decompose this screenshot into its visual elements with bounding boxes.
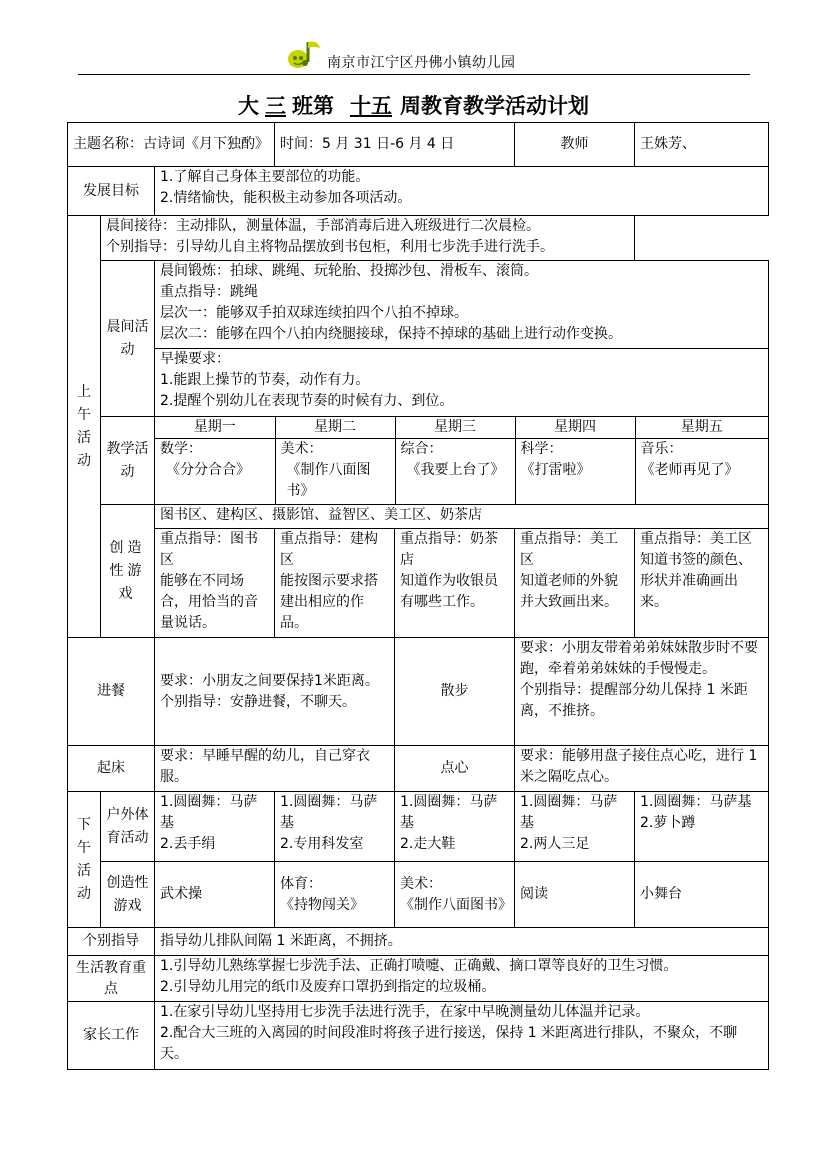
goals-label: 发展目标 (68, 167, 155, 216)
life-label: 生活教育重点 (68, 956, 155, 1002)
teacher-value: 王姝芳、 (635, 123, 769, 167)
outdoor-thu: 1.圆圈舞：马萨基 2.两人三足 (515, 792, 635, 862)
snack-label: 点心 (395, 746, 515, 792)
wake-label: 起床 (68, 746, 155, 792)
outdoor-tue: 1.圆圈舞：马萨基 2.专用科发室 (275, 792, 395, 862)
theme-cell: 主题名称：古诗词《月下独酌》 (68, 123, 275, 167)
creative-tue: 重点指导：建构区 能按图示要求搭建出相应的作品。 (275, 529, 395, 638)
life-content: 1.引导幼儿熟练掌握七步洗手法、正确打喷嚏、正确戴、摘口罩等良好的卫生习惯。 2.引导幼儿用完的纸巾及废弃口罩扔到指定的垃圾桶。 (155, 956, 769, 1002)
teaching-fri: 音乐： 《老师再见了》 (635, 439, 768, 504)
creative-wed: 重点指导：奶茶店 知道作为收银员有哪些工作。 (395, 529, 515, 638)
afternoon-creative-fri: 小舞台 (635, 862, 769, 928)
creative-fri: 重点指导：美工区 知道书签的颜色、形状并准确画出来。 (635, 529, 769, 638)
outdoor-mon: 1.圆圈舞：马萨基 2.丢手绢 (155, 792, 275, 862)
afternoon-creative-label: 创造性游戏 (101, 862, 155, 928)
wake-content: 要求：早睡早醒的幼儿，自己穿衣服。 (155, 746, 395, 792)
page-header (0, 38, 827, 78)
outdoor-wed: 1.圆圈舞：马萨基 2.走大鞋 (395, 792, 515, 862)
drill-content: 早操要求： 1.能跟上操节的节奏，动作有力。 2.提醒个别幼儿在表现节奏的时候有力、到位。 (155, 349, 769, 417)
walk-content: 要求：小朋友带着弟弟妹妹散步时不要跑，牵着弟弟妹妹的手慢慢走。 个别指导：提醒部分幼儿保持 1 米距离，不推挤。 (515, 638, 769, 746)
morning-label: 上午活动 (68, 216, 101, 638)
areas-content: 图书区、建构区、摄影馆、益智区、美工区、奶茶店 (155, 505, 769, 529)
teaching-label: 教学活动 (101, 417, 155, 505)
family-label: 家长工作 (68, 1002, 155, 1070)
teaching-thu: 科学： 《打雷啦》 (515, 439, 635, 504)
time-cell: 时间：5 月 31 日-6 月 4 日 (275, 123, 515, 167)
week-number: 十五 (350, 93, 392, 118)
teacher-label: 教师 (515, 123, 635, 167)
page-title: 大 三 班第 十五 周教育教学活动计划 (238, 93, 589, 118)
walk-label: 散步 (395, 638, 515, 746)
creative-thu: 重点指导：美工区 知道老师的外貌并大致画出来。 (515, 529, 635, 638)
outdoor-label: 户外体育活动 (101, 792, 155, 862)
day-mon: 星期一 (155, 417, 275, 439)
afternoon-label: 下午活动 (68, 792, 101, 928)
teaching-wed: 综合： 《我要上台了》 (395, 439, 515, 504)
teaching-tue: 美术： 《制作八面图书》 (275, 439, 395, 504)
school-logo-icon (286, 38, 324, 70)
individual-label: 个别指导 (68, 928, 155, 956)
creative-label: 创造性游戏 (101, 505, 155, 638)
outdoor-fri: 1.圆圈舞：马萨基 2.萝卜蹲 (635, 792, 769, 862)
family-content: 1.在家引导幼儿坚持用七步洗手法进行洗手，在家中早晚测量幼儿体温并记录。 2.配合大三班的入离园的时间段准时将孩子进行接送，保持 1 米距离进行排队，不聚众，不聊天。 (155, 1002, 769, 1070)
weekly-plan-table (67, 122, 769, 1070)
day-tue: 星期二 (275, 417, 395, 439)
meal-content: 要求：小朋友之间要保持1米距离。 个别指导：安静进餐，不聊天。 (155, 638, 395, 746)
afternoon-creative-wed: 美术： 《制作八面图书》 (395, 862, 515, 928)
school-name: 南京市江宁区丹佛小镇幼儿园 (327, 55, 516, 71)
meal-label: 进餐 (68, 638, 155, 746)
day-wed: 星期三 (395, 417, 515, 439)
day-thu: 星期四 (515, 417, 635, 439)
day-fri: 星期五 (635, 417, 768, 439)
goals-content: 1.了解自己身体主要部位的功能。 2.情绪愉快，能积极主动参加各项活动。 (155, 167, 769, 216)
arrival-content: 晨间接待：主动排队，测量体温，手部消毒后进入班级进行二次晨检。 个别指导：引导幼儿自主将物品摆放到书包柜，利用七步洗手进行洗手。 (101, 216, 635, 261)
afternoon-creative-tue: 体育： 《持物闯关》 (275, 862, 395, 928)
individual-content: 指导幼儿排队间隔 1 米距离，不拥挤。 (155, 928, 769, 956)
afternoon-creative-thu: 阅读 (515, 862, 635, 928)
morning-exercise-label: 晨间活动 (101, 261, 155, 417)
creative-mon: 重点指导：图书区 能够在不同场合，用恰当的音量说话。 (155, 529, 275, 638)
teaching-mon: 数学： 《分分合合》 (155, 439, 275, 504)
header-divider (78, 74, 750, 75)
class-number: 三 (265, 93, 286, 118)
teaching-grid (155, 417, 769, 505)
afternoon-creative-mon: 武术操 (155, 862, 275, 928)
exercise-content: 晨间锻炼：拍球、跳绳、玩轮胎、投掷沙包、滑板车、滚筒。 重点指导：跳绳 层次一：能够双手拍双球连续拍四个八拍不掉球。 层次二：能够在四个八拍内绕腿接球，保持不掉球的基础上进行动作变换。 (155, 261, 769, 349)
snack-content: 要求：能够用盘子接住点心吃，进行 1 米之隔吃点心。 (515, 746, 769, 792)
